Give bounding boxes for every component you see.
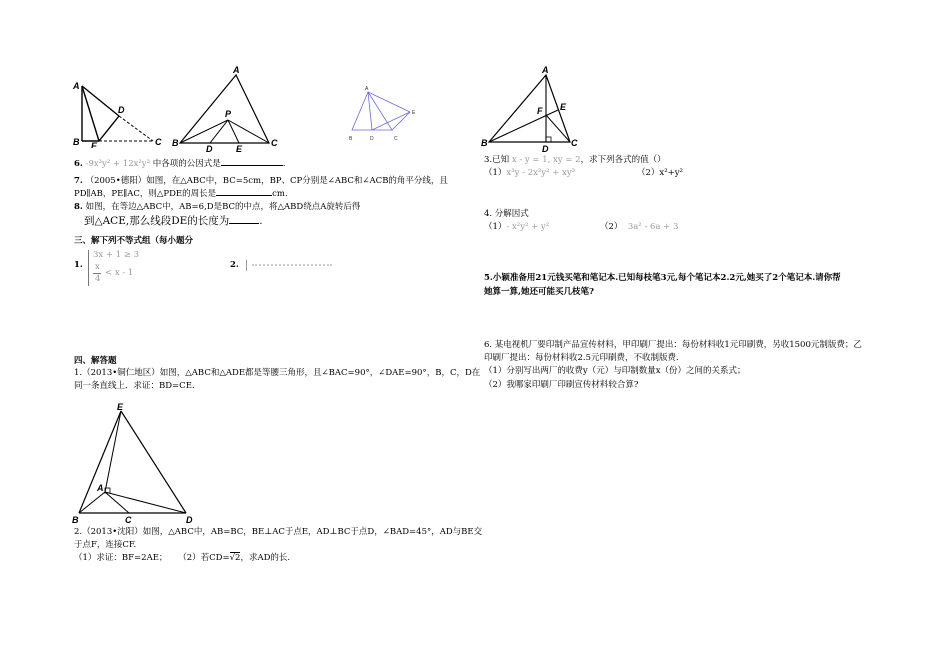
question-4-title: 4. 分解因式 <box>484 209 529 219</box>
question-3-line2 <box>484 168 575 179</box>
problem-1-line2: 同一条直线上．求证：BD=CE. <box>74 381 195 391</box>
question-text: 3.已知 <box>484 155 510 165</box>
question-text: 如图，在等边△ABC中，AB=6,D是BC的中点，将△ABD绕点A旋转后得 <box>85 202 361 212</box>
subquestion-label: （1） <box>484 222 507 232</box>
question-text: ，求下列各式的值（） <box>580 155 666 165</box>
problem-2-line2: 于点F，连接CF. <box>74 540 137 550</box>
label-D: D <box>206 144 213 152</box>
label-C: C <box>271 138 278 148</box>
figure-equilateral-rotation <box>344 84 424 146</box>
problem-label: 1. <box>74 260 83 270</box>
figure-fold-triangle <box>68 76 168 148</box>
question-number: 7. <box>74 176 83 186</box>
math-expression: -9x³y² + 12x²y³ <box>85 159 151 169</box>
figure-isosceles-right-triangles <box>68 402 196 526</box>
label-B: B <box>481 138 488 148</box>
fraction-numerator: x <box>95 262 100 272</box>
label-D: D <box>542 144 549 154</box>
brace <box>88 250 92 286</box>
label-C: C <box>394 136 398 142</box>
problem-1-line1: 1.（2013•铜仁地区）如图，△ABC和△ADE都是等腰三角形，且∠BAC=90°，∠DAE=90°，B，C，D在 <box>74 368 481 378</box>
period: . <box>259 215 263 227</box>
label-A: A <box>73 81 80 91</box>
faded-expression <box>252 264 332 268</box>
label-D: D <box>186 515 193 525</box>
question-number: 6. <box>74 159 83 169</box>
question-text: （2005•德阳）如图，在△ABC中，BC=5cm，BP、CP分别是∠ABC和∠ACB的角平分线，且 <box>85 176 448 186</box>
subquestion-2: （2）若CD= <box>178 553 230 563</box>
label-F: F <box>537 106 543 116</box>
question-6 <box>74 159 285 170</box>
section-heading-answers: 四、解答题 <box>74 356 117 366</box>
question-7-line2 <box>74 189 288 200</box>
subquestion-2-tail: ，求AD的长. <box>240 553 291 563</box>
question-text: 到△ACE,那么线段DE的长度为 <box>84 215 230 227</box>
label-C: C <box>155 137 162 147</box>
question-3-line1 <box>484 155 666 166</box>
question-6-line1: 6. 某电视机厂要印制产品宣传材料，甲印刷厂提出：每份材料收1元印刷费，另收1500元制版费；乙 <box>484 340 862 350</box>
problem-2-line3 <box>74 553 290 564</box>
answer-blank[interactable] <box>229 223 259 224</box>
label-D: D <box>370 136 374 142</box>
label-P: P <box>225 109 232 119</box>
subquestion-1: （1）求证：BF=2AE； <box>74 553 168 563</box>
math-expression: 3a² - 6a + 3 <box>627 222 679 232</box>
answer-blank[interactable] <box>216 195 272 196</box>
label-B: B <box>172 138 179 148</box>
label-B: B <box>72 515 79 525</box>
label-E: E <box>236 144 243 152</box>
figure-altitudes-triangle <box>480 64 580 154</box>
unit: cm. <box>272 189 288 199</box>
figure-angle-bisector-triangle <box>170 64 280 152</box>
fraction-denominator: 4 <box>95 274 101 284</box>
question-8-line1 <box>74 202 360 213</box>
condition-expression: x - y = 1, xy = 2 <box>511 155 581 165</box>
question-text: PD∥AB，PE∥AC，则△PDE的周长是 <box>74 189 217 199</box>
sqrt-value: √2 <box>229 553 241 563</box>
problem-label: 2. <box>230 260 239 270</box>
math-expression: x³y - 2x²y² + xy³ <box>506 168 576 178</box>
label-A: A <box>97 483 104 493</box>
question-6-line4: （2）我哪家印刷厂印刷宣传材料较合算? <box>484 380 639 390</box>
label-C: C <box>571 138 578 148</box>
inequality-system-2 <box>230 258 340 274</box>
label-E: E <box>412 110 416 116</box>
inequality-system-1 <box>74 250 194 288</box>
question-text: 中各项的公因式是 <box>152 159 221 169</box>
math-expression: - x²y² + y² <box>506 222 550 232</box>
question-7-line1 <box>74 176 448 187</box>
label-A: A <box>233 65 240 75</box>
label-E: E <box>560 102 567 112</box>
label-B: B <box>349 136 353 142</box>
brace <box>246 260 250 271</box>
answer-blank[interactable] <box>221 165 283 166</box>
question-number: 8. <box>74 202 83 212</box>
question-6-line3: （1）分别写出两厂的收费y（元）与印制数量x（份）之间的关系式； <box>484 366 746 376</box>
label-D: D <box>118 105 125 115</box>
question-5-line1: 5.小颖准备用21元钱买笔和笔记本.已知每枝笔3元,每个笔记本2.2元,她买了2个笔记本.请你帮 <box>484 273 841 283</box>
question-3-sub2: （2）x²+y² <box>637 168 683 178</box>
label-A: A <box>365 86 369 92</box>
question-4-line2 <box>484 222 549 233</box>
subquestion-label: （2） <box>600 222 623 232</box>
label-E: E <box>91 141 98 148</box>
label-C: C <box>125 515 132 525</box>
label-B: B <box>73 137 80 147</box>
question-4-sub2 <box>600 222 678 233</box>
problem-2-line1: 2.（2013•沈阳）如图，△ABC中，AB=BC，BE⊥AC于点E，AD⊥BC于点D，∠BAD=45°，AD与BE交 <box>74 527 483 537</box>
inequality-row-1: 3x + 1 ≥ 3 <box>93 250 140 260</box>
section-heading-inequalities: 三、解下列不等式组（每小题分 <box>74 236 194 246</box>
label-E: E <box>117 402 124 412</box>
question-5-line2: 她算一算,她还可能买几枝笔? <box>484 287 594 297</box>
subquestion-label: （1） <box>484 168 507 178</box>
question-8-line2 <box>84 215 263 228</box>
label-A: A <box>542 65 549 75</box>
inequality-row-2: < x - 1 <box>105 268 134 278</box>
period: . <box>282 159 286 169</box>
question-6-line2: 印刷厂提出：每份材料收2.5元印刷费，不收制版费. <box>484 353 679 363</box>
